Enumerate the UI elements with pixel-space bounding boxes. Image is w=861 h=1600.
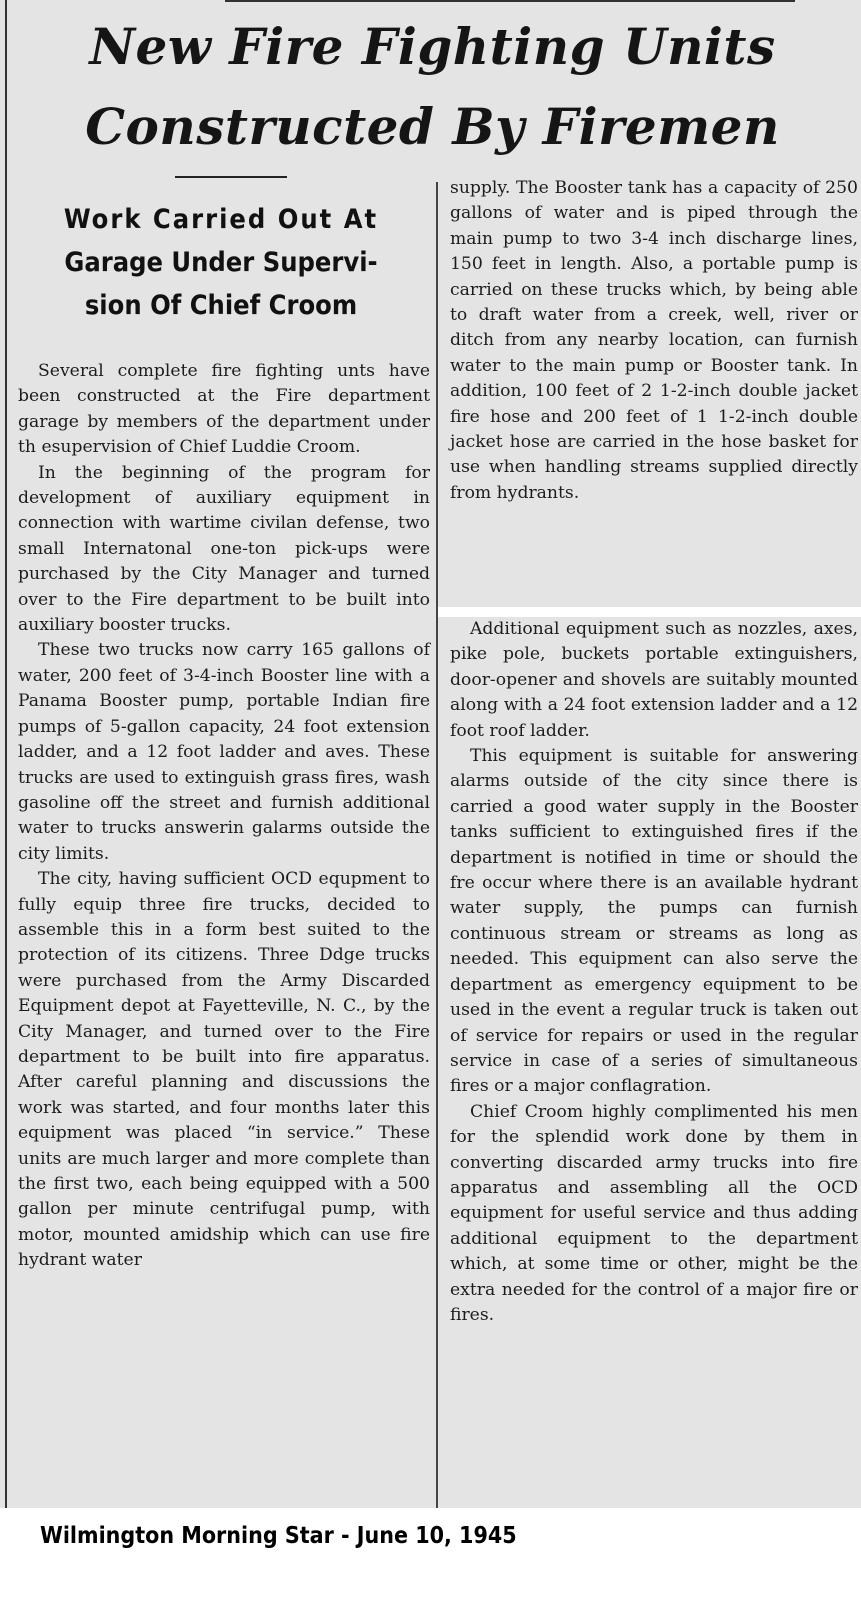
article-paragraph: This equipment is suitable for answering alarms outside of the city since there is carried a good water supply in the Booster tanks sufficient to extinguished fires if the department is notified in time or should the fre occur where there is an available hydrant water supply, the pumps can furnish continuous stream or streams as long as needed. This equipment can also serve the department as emergency equipment to be used in the event a regular truck is taken out of service for repairs or used in the regular service in case of a series of simultaneous fires or a major conflagration.: [450, 746, 858, 1097]
article-right-column-top: [450, 176, 858, 506]
subheadline: [10, 198, 432, 327]
subheadline-line-1: Work Carried Out At: [63, 204, 379, 235]
top-rule: [225, 0, 795, 2]
source-credit: Wilmington Morning Star - June 10, 1945: [40, 1523, 517, 1549]
left-border: [5, 0, 7, 1508]
subheadline-line-2: Garage Under Supervi-: [64, 247, 378, 278]
clipping-seam: [438, 607, 861, 617]
article-paragraph: These two trucks now carry 165 gallons of water, 200 feet of 3-4-inch Booster line with a Panama Booster pump, portable Indian fire pumps of 5-gallon capacity, 24 foot extension ladder, and a 12 foot ladder and aves. These trucks are used to extinguish grass fires, wash gasoline off the street and furnish additional water to trucks answerin galarms outside the city limits.: [18, 640, 430, 864]
article-paragraph: Chief Croom highly complimented his men for the splendid work done by them in converting discarded army trucks into fire apparatus and assembling all the OCD equipment for useful service and thus adding additional equipment to the department which, at some time or other, might be the extra needed for the control of a major fire or fires.: [450, 1101, 858, 1325]
article-paragraph: Several complete fire fighting unts have been constructed at the Fire department garage by members of the department under th esupervision of Chief Luddie Croom.: [18, 361, 430, 458]
article-paragraph: In the beginning of the program for development of auxiliary equipment in connection with wartime civilan defense, two small Internatonal one-ton pick-ups were purchased by the City Manager and turned over to the Fire department to be built into auxiliary booster trucks.: [18, 462, 430, 636]
headline-line-1: New Fire Fighting Units: [89, 17, 776, 76]
headline-line-2: Constructed By Firemen: [85, 97, 780, 156]
article-paragraph: The city, having sufficient OCD equpment to fully equip three fire trucks, decided to assemble this in a form best suited to the protection of its citizens. Three Ddge trucks were purchased from the Army Discarded Equipment depot at Fayetteville, N. C., by the City Manager, and turned over to the Fire department to be built into fire apparatus. After careful planning and discussions the work was started, and four months later this equipment was placed “in service.” These units are much larger and more complete than the first two, each being equipped with a 500 gallon per minute centrifugal pump, with motor, mounted amidship which can use fire hydrant water: [18, 869, 430, 1271]
headline-divider: [175, 176, 287, 178]
article-paragraph: Additional equipment such as nozzles, axes, pike pole, buckets portable extinguishers, door-opener and shovels are suitably mounted along with a 24 foot extension ladder and a 12 foot roof ladder.: [450, 619, 858, 741]
subheadline-line-3: sion Of Chief Croom: [84, 290, 358, 321]
article-paragraph: supply. The Booster tank has a capacity of 250 gallons of water and is piped through the main pump to two 3-4 inch discharge lines, 150 feet in length. Also, a portable pump is carried on these trucks which, by being able to draft water from a creek, well, river or ditch from any nearby location, can furnish water to the main pump or Booster tank. In addition, 100 feet of 2 1-2-inch double jacket fire hose and 200 feet of 1 1-2-inch double jacket hose are carried in the hose basket for use when handling streams supplied directly from hydrants.: [450, 178, 858, 503]
article-left-column: [18, 359, 430, 1274]
column-divider: [436, 182, 438, 1508]
article-right-column-bottom: [450, 617, 858, 1328]
